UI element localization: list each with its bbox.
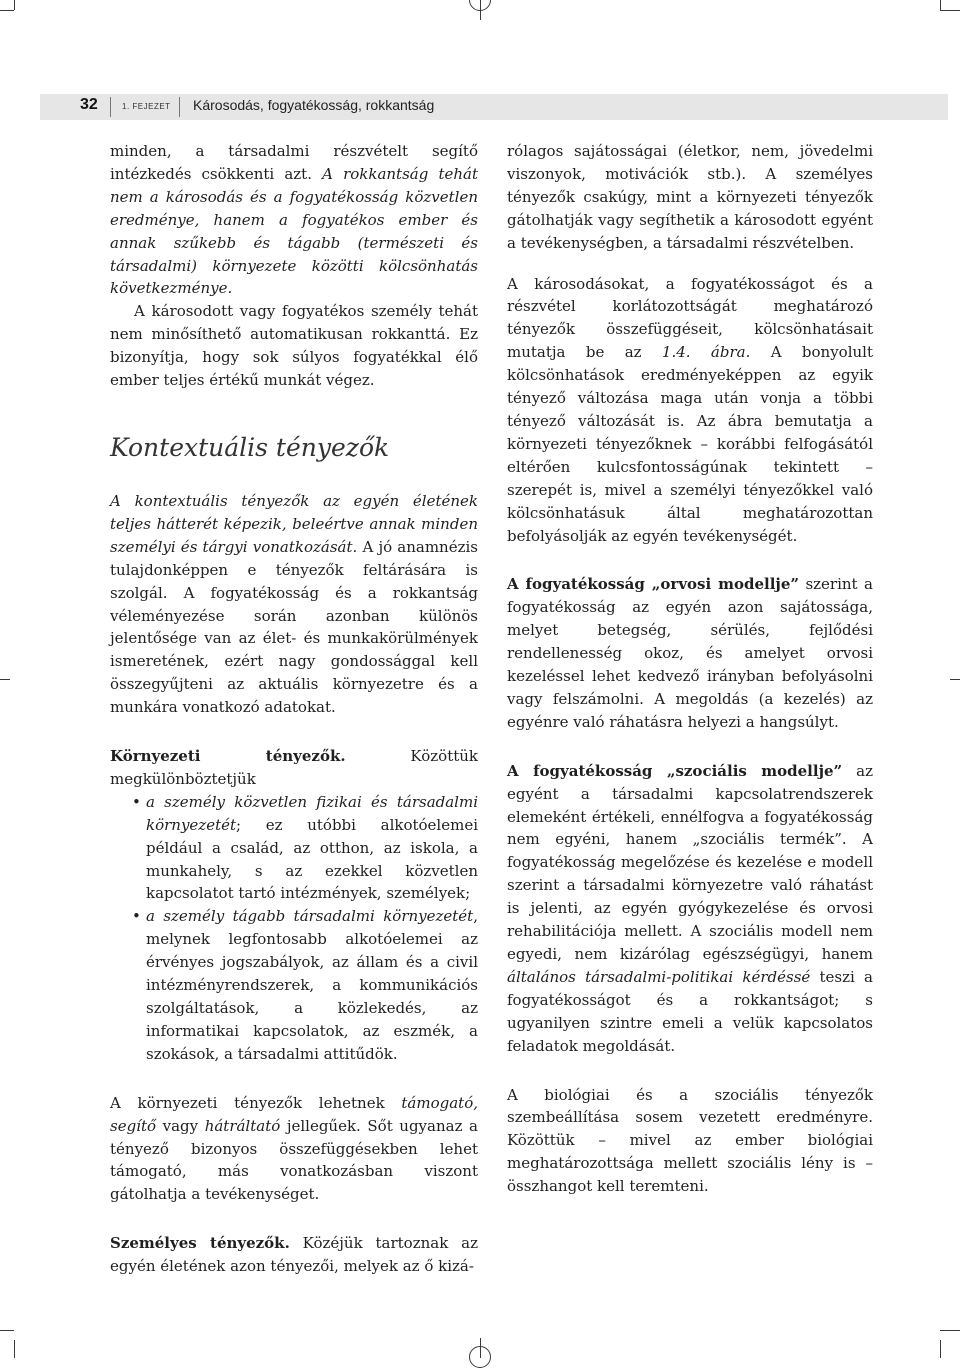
text-run: Közéjük tartoznak az egyén életének azon tényezői, melyek az ő kizá- xyxy=(110,1234,478,1276)
text-run: Közöttük megkülönböztetjük xyxy=(110,747,478,788)
paragraph xyxy=(110,745,478,791)
crop-mark xyxy=(940,10,960,11)
crop-mark xyxy=(0,679,10,680)
crop-mark xyxy=(940,1340,941,1358)
subsection-title: Személyes tényezők. xyxy=(110,1234,290,1253)
italic-text: általános társadalmi-politikai kérdéssé xyxy=(507,967,811,986)
crop-mark xyxy=(940,0,941,10)
header-divider xyxy=(110,97,111,117)
crop-mark xyxy=(14,0,15,10)
paragraph xyxy=(507,760,873,1058)
paragraph xyxy=(110,490,478,719)
crop-mark xyxy=(0,10,14,11)
text-run: teszi a fogyatékosságot és a rokkantságot; s ugyanilyen szintre emeli a velük kapcsolatos feladatok megoldását. xyxy=(507,967,873,1055)
text-run: szerint a fogyatékosság az egyén azon sajátossága, melyet betegség, sérülés, fejlődési rendellenesség okoz, és amelyet orvosi kezeléssel lehet kedvező irányban befolyásolni vagy felszámolni. A megoldás (a kezelés) az egyénre való ráhatásra helyezi a hangsúlyt. xyxy=(507,575,873,731)
italic-text: A kontextuális tényezők az egyén életének teljes hátterét képezik, beleértve annak minden személyi és tárgyi vonatkozását. xyxy=(110,491,478,556)
chapter-title: Károsodás, fogyatékosság, rokkantság xyxy=(193,97,435,113)
page-number: 32 xyxy=(80,96,98,113)
italic-text: hátráltató xyxy=(204,1116,281,1135)
section-heading: Kontextuális tényezők xyxy=(110,432,390,462)
paragraph: A biológiai és a szociális tényezők szembeállítása sosem vezetett eredményre. Közöttük – mivel az ember biológiai meghatározottsága mellett szociális lény is – összhangot kell teremteni. xyxy=(507,1085,873,1196)
header-divider xyxy=(179,97,180,117)
registration-mark xyxy=(469,1346,491,1368)
bold-lead: A fogyatékosság „szociális modellje” xyxy=(507,761,843,780)
paragraph xyxy=(507,573,873,733)
figure-reference: 1.4. ábra. xyxy=(661,343,751,362)
text-run: , melynek legfontosabb alkotóelemei az érvényes jogszabályok, az állam és a civil intézményrendszerek, a kommunikációs szolgáltatások, a közlekedés, az informatikai kapcsolatok, az eszmék, a szokások, a társadalmi attitűdök. xyxy=(146,907,478,1063)
text-run: A károsodásokat, a fogyatékosságot és a részvétel korlátozottságát meghatározó tényezők összefüggéseit, kölcsönhatásait mutatja be az xyxy=(507,274,873,362)
paragraph xyxy=(110,1232,478,1278)
text-run: minden, a társadalmi részvételt segítő intézkedés csökkenti azt. xyxy=(110,142,478,183)
italic-text: a személy tágabb társadalmi környezetét xyxy=(146,907,474,926)
left-column xyxy=(110,140,478,1278)
italic-text: A rokkantság tehát nem a károsodás és a fogyatékosság közvetlen eredménye, hanem a fogyatékos ember és annak szűkebb és tágabb (természeti és társadalmi) környezete közötti kölcsönhatás következménye. xyxy=(110,164,478,298)
crop-mark xyxy=(0,1330,14,1331)
text-run: ; ez utóbbi alkotóelemei például a család, az otthon, az iskola, a munkahely, s az ezekkel közvetlen kapcsolatot tartó intézmények, személyek; xyxy=(146,815,478,903)
italic-text: a személy közvetlen fizikai és társadalmi környezetét xyxy=(146,792,478,834)
crop-mark xyxy=(940,1330,960,1331)
list-item xyxy=(110,791,478,906)
bullet-list xyxy=(110,791,478,1066)
paragraph: rólagos sajátosságai (életkor, nem, jövedelmi viszonyok, motivációk stb.). A személyes tényezők csakúgy, mint a környezeti tényezők gátolhatják vagy segíthetik a károsodott egyént a tevékenységben, a társadalmi részvételben. xyxy=(507,142,873,252)
paragraph: A károsodott vagy fogyatékos személy tehát nem minősíthető automatikusan rokkanttá. Ez bizonyítja, hogy sok súlyos fogyatékkal élő ember teljes értékű munkát végez. xyxy=(110,302,478,390)
list-item xyxy=(110,905,478,1065)
right-column xyxy=(507,140,873,1198)
text-run: jellegűek. Sőt ugyanaz a tényező bizonyos összefüggésekben lehet támogató, más vonatkozásban viszont gátolhatja a tevékenységet. xyxy=(110,1116,478,1204)
text-run: A környezeti tényezők lehetnek xyxy=(110,1093,402,1112)
text-run: vagy xyxy=(156,1116,205,1135)
bold-lead: A fogyatékosság „orvosi modellje” xyxy=(507,575,799,594)
paragraph xyxy=(110,1092,478,1207)
chapter-label: 1. FEJEZET xyxy=(122,102,171,111)
text-run: A bonyolult kölcsönhatások eredményeképpen az egyik tényező változása maga után vonja a többi tényező változását is. Az ábra bemutatja a környezeti tényezőknek – korábbi felfogásától eltérően kulcsfontosságúnak tekintett – szerepét is, mivel a személyi tényezőkkel való kölcsönhatásuk által meghatározottan befolyásolják az egyén tevékenységét. xyxy=(507,343,873,545)
text-run: A jó anamnézis tulajdonképpen e tényezők feltárására is szolgál. A fogyatékosság és a rokkantság véleményezése során azonban különös jelentősége van az élet- és munkakörülmények ismeretének, ezért nagy gondossággal kell összegyűjteni az aktuális környezetre és a munkára vonatkozó adatokat. xyxy=(110,537,478,717)
crop-mark xyxy=(14,1340,15,1358)
header-bar xyxy=(40,94,948,120)
text-run: az egyént a társadalmi kapcsolatrendszerek elemeként értékeli, ennélfogva a fogyatékosság nem egyéni, hanem „szociális termék”. A fogyatékosság megelőzése és kezelése e modell szerint a társadalmi környezetre való ráhatást is jelenti, az egyén gyógykezelése és orvosi rehabilitációja mellett. A szociális modell nem egyedi, nem kizárólag egészségügyi, hanem xyxy=(507,761,873,963)
paragraph xyxy=(110,140,478,300)
crop-mark xyxy=(950,679,960,680)
registration-mark xyxy=(469,0,491,11)
paragraph xyxy=(507,273,873,548)
subsection-title: Környezeti tényezők. xyxy=(110,747,346,766)
italic-text: támogató, segítő xyxy=(110,1093,478,1135)
